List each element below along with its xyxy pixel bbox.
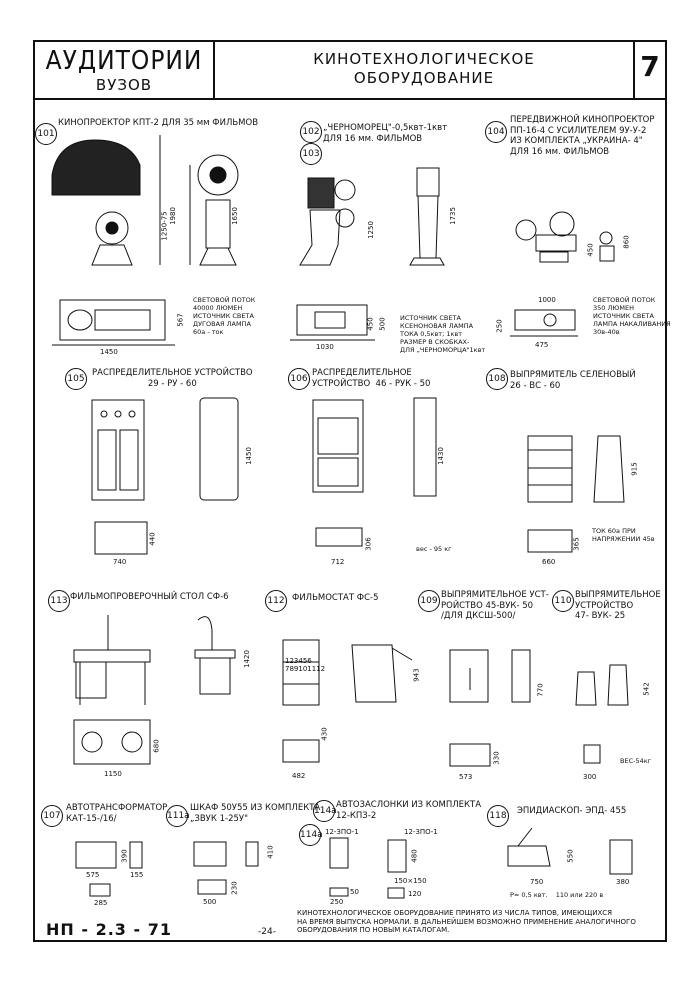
dim-113-a: 1420 <box>242 650 251 668</box>
dim-109-a: 770 <box>536 683 545 697</box>
dim-101-b: 1980 <box>168 207 177 225</box>
dim-106-a: 1430 <box>436 447 445 465</box>
dim-111-b: 230 <box>230 881 239 895</box>
dim-112-c: 482 <box>292 772 306 780</box>
note-110: ВЕС-54кг <box>620 757 652 765</box>
title-113: ФИЛЬМОПРОВЕРОЧНЫЙ СТОЛ СФ-6 <box>70 592 229 602</box>
dim-118-c: 380 <box>616 878 630 886</box>
item-number-113: 113 <box>48 590 70 612</box>
title-102: „ЧЕРНОМОРЕЦ"-0,5квт-1квт ДЛЯ 16 мм. ФИЛЬМОВ <box>323 123 448 144</box>
dim-101-c: 1650 <box>230 207 239 225</box>
item-number-107: 107 <box>41 805 63 827</box>
dim-111-c: 500 <box>203 898 217 906</box>
item-number-108: 108 <box>486 368 508 390</box>
item-number-101: 101 <box>35 123 57 145</box>
item-number-110: 110 <box>552 590 574 612</box>
dim-112-a: 943 <box>412 668 421 682</box>
item-number-103: 103 <box>300 143 322 165</box>
title-106: РАСПРЕДЕЛИТЕЛЬНОЕ УСТРОЙСТВО 46 - РУК - 50 <box>312 368 431 389</box>
auto-shutter-drawing <box>330 838 406 898</box>
title-111a: ШКАФ 50У55 ИЗ КОМПЛЕКТА „ЗВУК 1-25У" <box>190 803 321 824</box>
title-104: ПЕРЕДВИЖНОЙ КИНОПРОЕКТОР ПП-16-4 С УСИЛИТЕЛЕМ 9У-У-2 ИЗ КОМПЛЕКТА „УКРАИНА- 4" ДЛЯ 16 мм. ФИЛЬМОВ <box>510 115 655 157</box>
storage-cells: 123456 789101112 <box>285 657 326 673</box>
title-107: АВТОТРАНСФОРМАТОР КАТ-15-/16/ <box>66 803 168 824</box>
dim-114-a: 480 <box>410 849 419 863</box>
note-108: ТОК 60а ПРИ НАПРЯЖЕНИИ 45в <box>592 527 655 543</box>
title-109: ВЫПРЯМИТЕЛЬНОЕ УСТ- РОЙСТВО 45-ВУК- 50 /ДЛЯ ДКСШ-500/ <box>441 590 549 621</box>
title-universities: ВУЗОВ <box>95 76 153 94</box>
dim-104-b: 860 <box>622 235 631 249</box>
dim-118-a: 550 <box>566 849 575 863</box>
title-101: КИНОПРОЕКТОР КПТ-2 ДЛЯ 35 мм ФИЛЬМОВ <box>58 118 259 128</box>
dim-110-b: 300 <box>583 773 597 781</box>
page-number: -24- <box>258 927 276 937</box>
dim-110-a: 542 <box>642 682 651 696</box>
dim-105-a: 1450 <box>244 447 253 465</box>
footer-note: КИНОТЕХНОЛОГИЧЕСКОЕ ОБОРУДОВАНИЕ ПРИНЯТО ИЗ ЧИСЛА ТИПОВ, ИМЕЮЩИХСЯ НА ВРЕМЯ ВЫПУСКА НОРМАЛИ. В ДАЛЬНЕЙШЕМ ВОЗМОЖНО ПРИМЕНЕНИЕ АНАЛОГИЧНОГО ОБОРУДОВАНИЯ ПО НОВЫМ КАТАЛОГАМ. <box>297 909 636 934</box>
dim-107-c: 155 <box>130 871 144 879</box>
title-114a: АВТОЗАСЛОНКИ ИЗ КОМПЛЕКТА 12-КПЗ-2 <box>336 800 482 821</box>
dim-109-c: 573 <box>459 773 473 781</box>
item-number-105: 105 <box>65 368 87 390</box>
dim-102-c: 450 <box>366 317 375 331</box>
dim-101-e: 1450 <box>100 348 118 356</box>
title-110: ВЫПРЯМИТЕЛЬНОЕ УСТРОЙСТВО 47- ВУК- 25 <box>575 590 661 621</box>
dim-113-c: 1150 <box>104 770 122 778</box>
dim-107-a: 390 <box>120 849 129 863</box>
dim-111-a: 410 <box>266 845 275 859</box>
distribution-cabinet-29ru60-drawing <box>92 398 238 554</box>
title-118: ЭПИДИАСКОП- ЭПД- 455 <box>517 806 627 816</box>
dim-102-b: 1735 <box>448 207 457 225</box>
dim-114-d: 120 <box>408 890 422 898</box>
dim-101-d: 567 <box>176 313 185 327</box>
dim-102-d: 500 <box>378 317 387 331</box>
item-number-104: 104 <box>485 121 507 143</box>
note-101: СВЕТОВОЙ ПОТОК 40000 ЛЮМЕН ИСТОЧНИК СВЕТА ДУГОВАЯ ЛАМПА 60а - ток <box>193 296 256 336</box>
dim-114-c: 250 <box>330 898 344 906</box>
note-106: вес - 95 кг <box>416 545 452 553</box>
dim-108-c: 660 <box>542 558 556 566</box>
title-105: РАСПРЕДЕЛИТЕЛЬНОЕ УСТРОЙСТВО 29 - РУ - 60 <box>92 368 253 389</box>
dim-106-b: 306 <box>364 537 373 551</box>
title-auditoriums: АУДИТОРИИ <box>45 46 203 76</box>
dim-106-c: 712 <box>331 558 345 566</box>
autotransformer-drawing <box>76 842 142 896</box>
dim-108-a: 915 <box>630 462 639 476</box>
dim-107-b: 575 <box>86 871 100 879</box>
item-number-118: 118 <box>487 805 509 827</box>
document-code: НП - 2.3 - 71 <box>46 920 172 939</box>
dim-105-c: 740 <box>113 558 127 566</box>
item-number-114a-second: 114а <box>299 824 321 846</box>
title-112: ФИЛЬМОСТАТ ФС-5 <box>292 593 379 603</box>
dim-104-a: 450 <box>586 243 595 257</box>
item-number-114a: 114а <box>313 800 335 822</box>
item-number-111a: 111а <box>166 805 188 827</box>
dim-104-d: 250 <box>495 319 504 333</box>
sheet-number: 7 <box>640 50 660 83</box>
subtitle-114a-right: 12-ЗПО-1 <box>404 828 438 836</box>
dim-105-b: 440 <box>148 532 157 546</box>
item-number-106: 106 <box>288 368 310 390</box>
title-cinema-equipment-1: КИНОТЕХНОЛОГИЧЕСКОЕ <box>313 50 535 68</box>
dim-102-a: 1250 <box>366 221 375 239</box>
dim-108-b: 365 <box>572 537 581 551</box>
note-102: ИСТОЧНИК СВЕТА КСЕНОНОВАЯ ЛАМПА ТОКА 0,5квт; 1квт РАЗМЕР В СКОБКАХ- ДЛЯ „ЧЕРНОМОРЦА"1квт <box>400 314 486 354</box>
dim-109-b: 330 <box>492 751 501 765</box>
dim-102-e: 1030 <box>316 343 334 351</box>
dim-104-e: 475 <box>535 341 549 349</box>
dim-113-b: 680 <box>152 739 161 753</box>
dim-114-b: 50 <box>350 888 359 896</box>
dim-101-a: 1250-75 <box>160 211 169 241</box>
dim-107-d: 285 <box>94 899 108 907</box>
note-104: СВЕТОВОЙ ПОТОК 350 ЛЮМЕН ИСТОЧНИК СВЕТА ЛАМПА НАКАЛИВАНИЯ 30в-40в <box>593 296 671 336</box>
item-number-112: 112 <box>265 590 287 612</box>
rectifier-47vuk25-drawing <box>576 665 628 763</box>
dim-114-e: 150×150 <box>394 877 427 885</box>
item-number-102: 102 <box>300 121 322 143</box>
sound-cabinet-drawing <box>194 842 258 894</box>
item-number-109: 109 <box>418 590 440 612</box>
note-118: P= 0,5 квт. 110 или 220 в <box>510 891 604 899</box>
title-108: ВЫПРЯМИТЕЛЬ СЕЛЕНОВЫЙ 26 - ВС - 60 <box>510 370 636 391</box>
dim-104-c: 1000 <box>538 296 556 304</box>
title-cinema-equipment-2: ОБОРУДОВАНИЕ <box>353 69 495 87</box>
rectifier-45vuk50-drawing <box>450 650 530 766</box>
dim-118-b: 750 <box>530 878 544 886</box>
distribution-cabinet-46ruk50-drawing <box>313 398 436 546</box>
subtitle-114a-left: 12-ЗПО-1 <box>325 828 359 836</box>
dim-112-b: 430 <box>320 727 329 741</box>
